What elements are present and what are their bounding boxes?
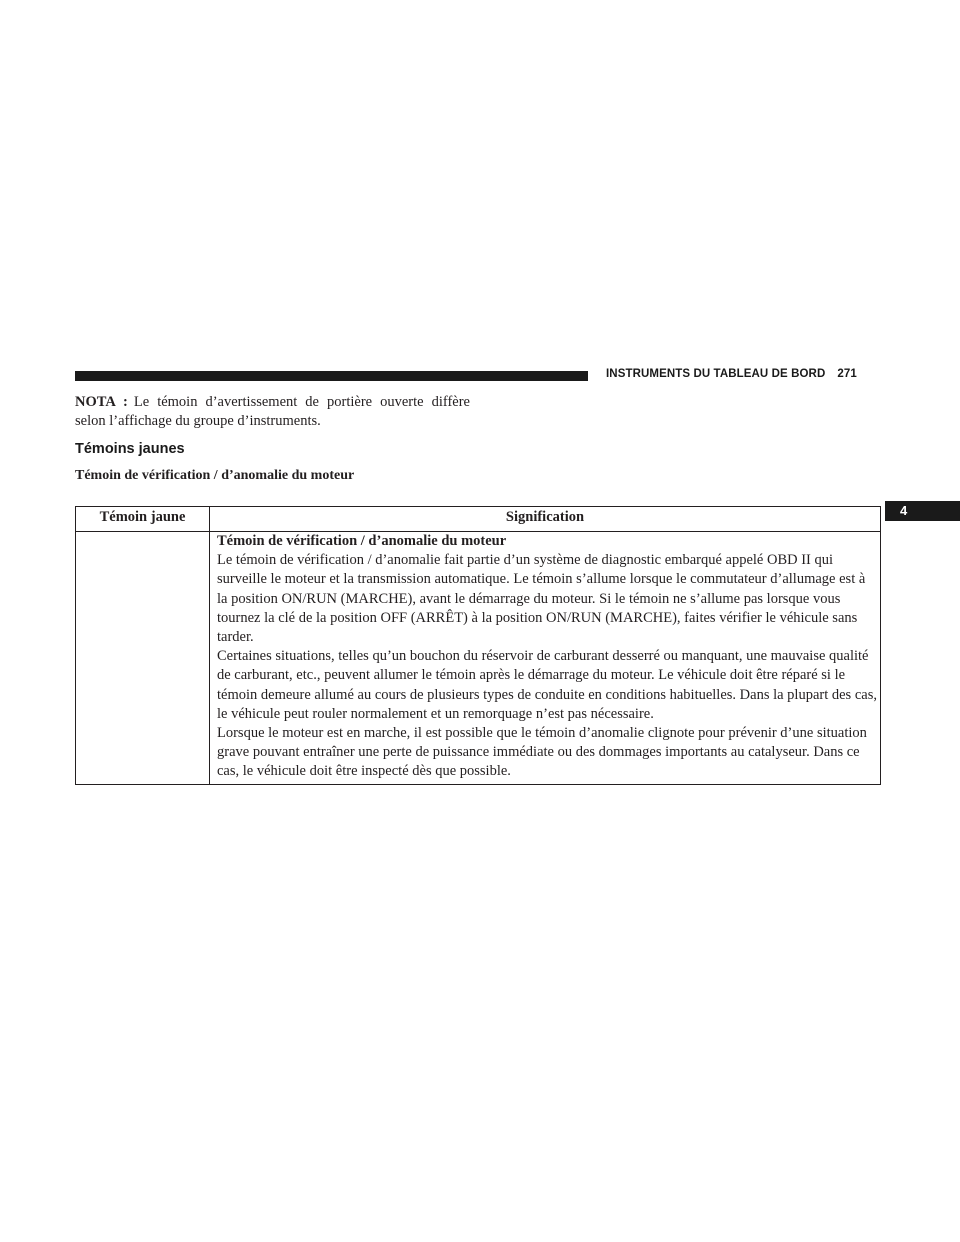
subsection-title: Témoin de vérification / d’anomalie du moteur	[75, 468, 355, 483]
column-header-meaning: Signification	[210, 507, 881, 532]
column-header-warning-light: Témoin jaune	[76, 507, 210, 532]
row-heading: Témoin de vérification / d’anomalie du moteur	[217, 533, 507, 549]
row-description: Le témoin de vérification / d’anomalie fait partie d’un système de diagnostic embarqué appelé OBD II qui surveille le moteur et la transmission automatique. Le témoin s’allume lorsque le commutateur d’allumage est à la position ON/RUN (MARCHE), avant le démarrage du moteur. Si le témoin ne s’allume pas lorsque vous tournez la clé de la position OFF (ARRÊT) à la position ON/RUN (MARCHE), faites vérifier le véhicule sans tarder. Certaines situations, telles qu’un bouchon du réservoir de carburant desserré ou manquant, une mauvaise qualité de carburant, etc., peuvent allumer le témoin après le démarrage du moteur. Le véhicule doit être réparé si le témoin demeure allumé au cours de plusieurs types de conduite en conditions habituelles. Dans la plupart des cas, le véhicule peut rouler normalement et un remorquage n’est pas nécessaire. Lorsque le moteur est en marche, il est possible que le témoin d’anomalie clignote pour prévenir d’une situation grave pouvant entraîner une perte de puissance immédiate ou des dommages importants au catalyseur. Dans ce cas, le véhicule doit être inspecté dès que possible.	[217, 552, 877, 780]
note-paragraph	[75, 393, 470, 431]
section-title: Témoins jaunes	[75, 441, 185, 457]
check-engine-icon	[76, 532, 210, 785]
table-header-row	[76, 507, 881, 532]
note-label: NOTA :	[75, 394, 128, 410]
page-number: 271	[837, 368, 857, 380]
header-title: INSTRUMENTS DU TABLEAU DE BORD	[606, 368, 826, 380]
warning-light-table	[75, 506, 881, 785]
header-rule	[75, 371, 588, 381]
table-row	[76, 532, 881, 785]
meaning-cell	[210, 532, 881, 785]
chapter-tab: 4	[885, 501, 960, 521]
note-text: Le témoin d’avertissement de portière ouverte diffère selon l’affichage du groupe d’instruments.	[75, 394, 470, 429]
running-header	[606, 368, 857, 380]
